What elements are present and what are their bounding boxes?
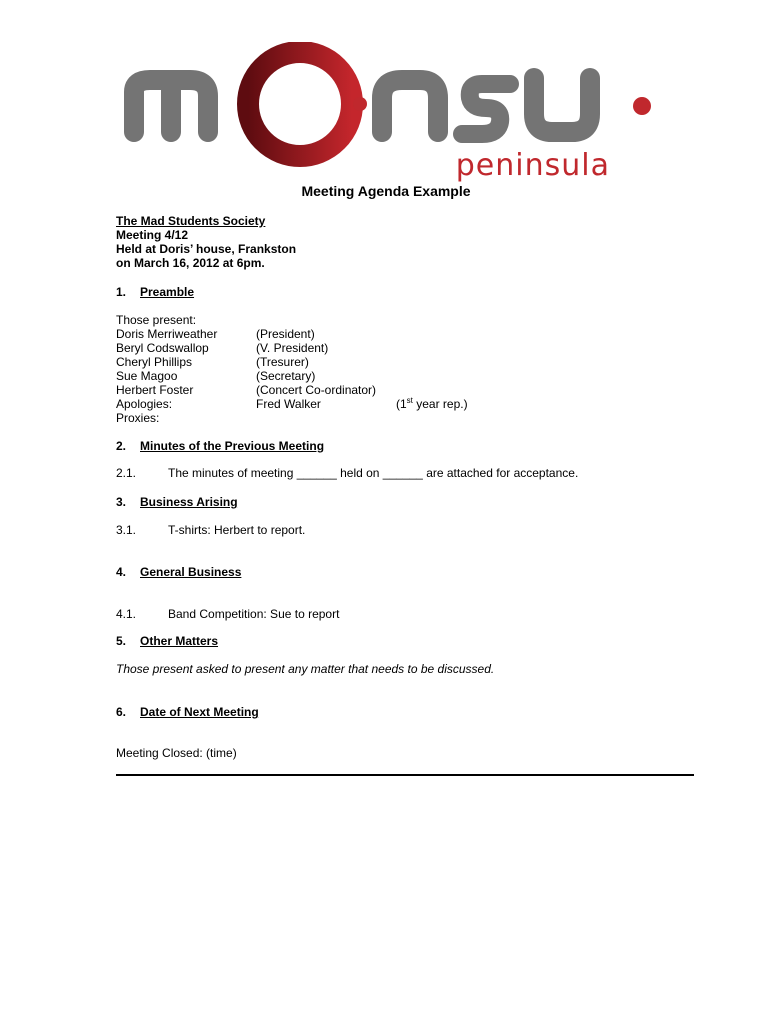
section-general-business: 4. General Business xyxy=(116,565,242,579)
logo-letter-m xyxy=(134,80,208,132)
meeting-header xyxy=(116,214,296,270)
agenda-item-3-1: 3.1. T-shirts: Herbert to report. xyxy=(116,523,306,537)
monsu-peninsula-logo xyxy=(120,42,660,187)
proxies-label: Proxies: xyxy=(116,411,160,425)
section-other-matters: 5. Other Matters xyxy=(116,634,219,648)
meeting-date: on March 16, 2012 at 6pm. xyxy=(116,256,265,270)
section-minutes: 2. Minutes of the Previous Meeting xyxy=(116,439,325,453)
society-name: The Mad Students Society xyxy=(116,214,266,228)
those-present-label: Those present: xyxy=(116,313,197,327)
meeting-number: Meeting 4/12 xyxy=(116,228,189,242)
meeting-location: Held at Doris’ house, Frankston xyxy=(116,242,297,256)
logo-dot-right xyxy=(633,97,651,115)
logo-letter-o xyxy=(248,52,352,156)
document-title: Meeting Agenda Example xyxy=(301,183,471,199)
logo-letter-n xyxy=(382,80,438,132)
logo-letter-u xyxy=(534,78,590,132)
section-business-arising: 3. Business Arising xyxy=(116,495,238,509)
apologies-note: (1st year rep.) xyxy=(396,396,468,411)
meeting-closed: Meeting Closed: (time) xyxy=(116,746,237,760)
section-preamble: 1. Preamble xyxy=(116,285,195,299)
agenda-item-2-1: 2.1. The minutes of meeting ______ held on ______ are attached for acceptance. xyxy=(116,466,579,480)
logo-subtitle: peninsula xyxy=(455,148,610,183)
section-next-meeting: 6. Date of Next Meeting xyxy=(116,705,259,719)
logo-dot-inner xyxy=(353,97,367,111)
other-matters-text: Those present asked to present any matter that needs to be discussed. xyxy=(116,662,495,676)
agenda-item-4-1: 4.1. Band Competition: Sue to report xyxy=(116,607,340,621)
signature-rule xyxy=(116,774,694,776)
logo-letter-s xyxy=(462,84,510,134)
